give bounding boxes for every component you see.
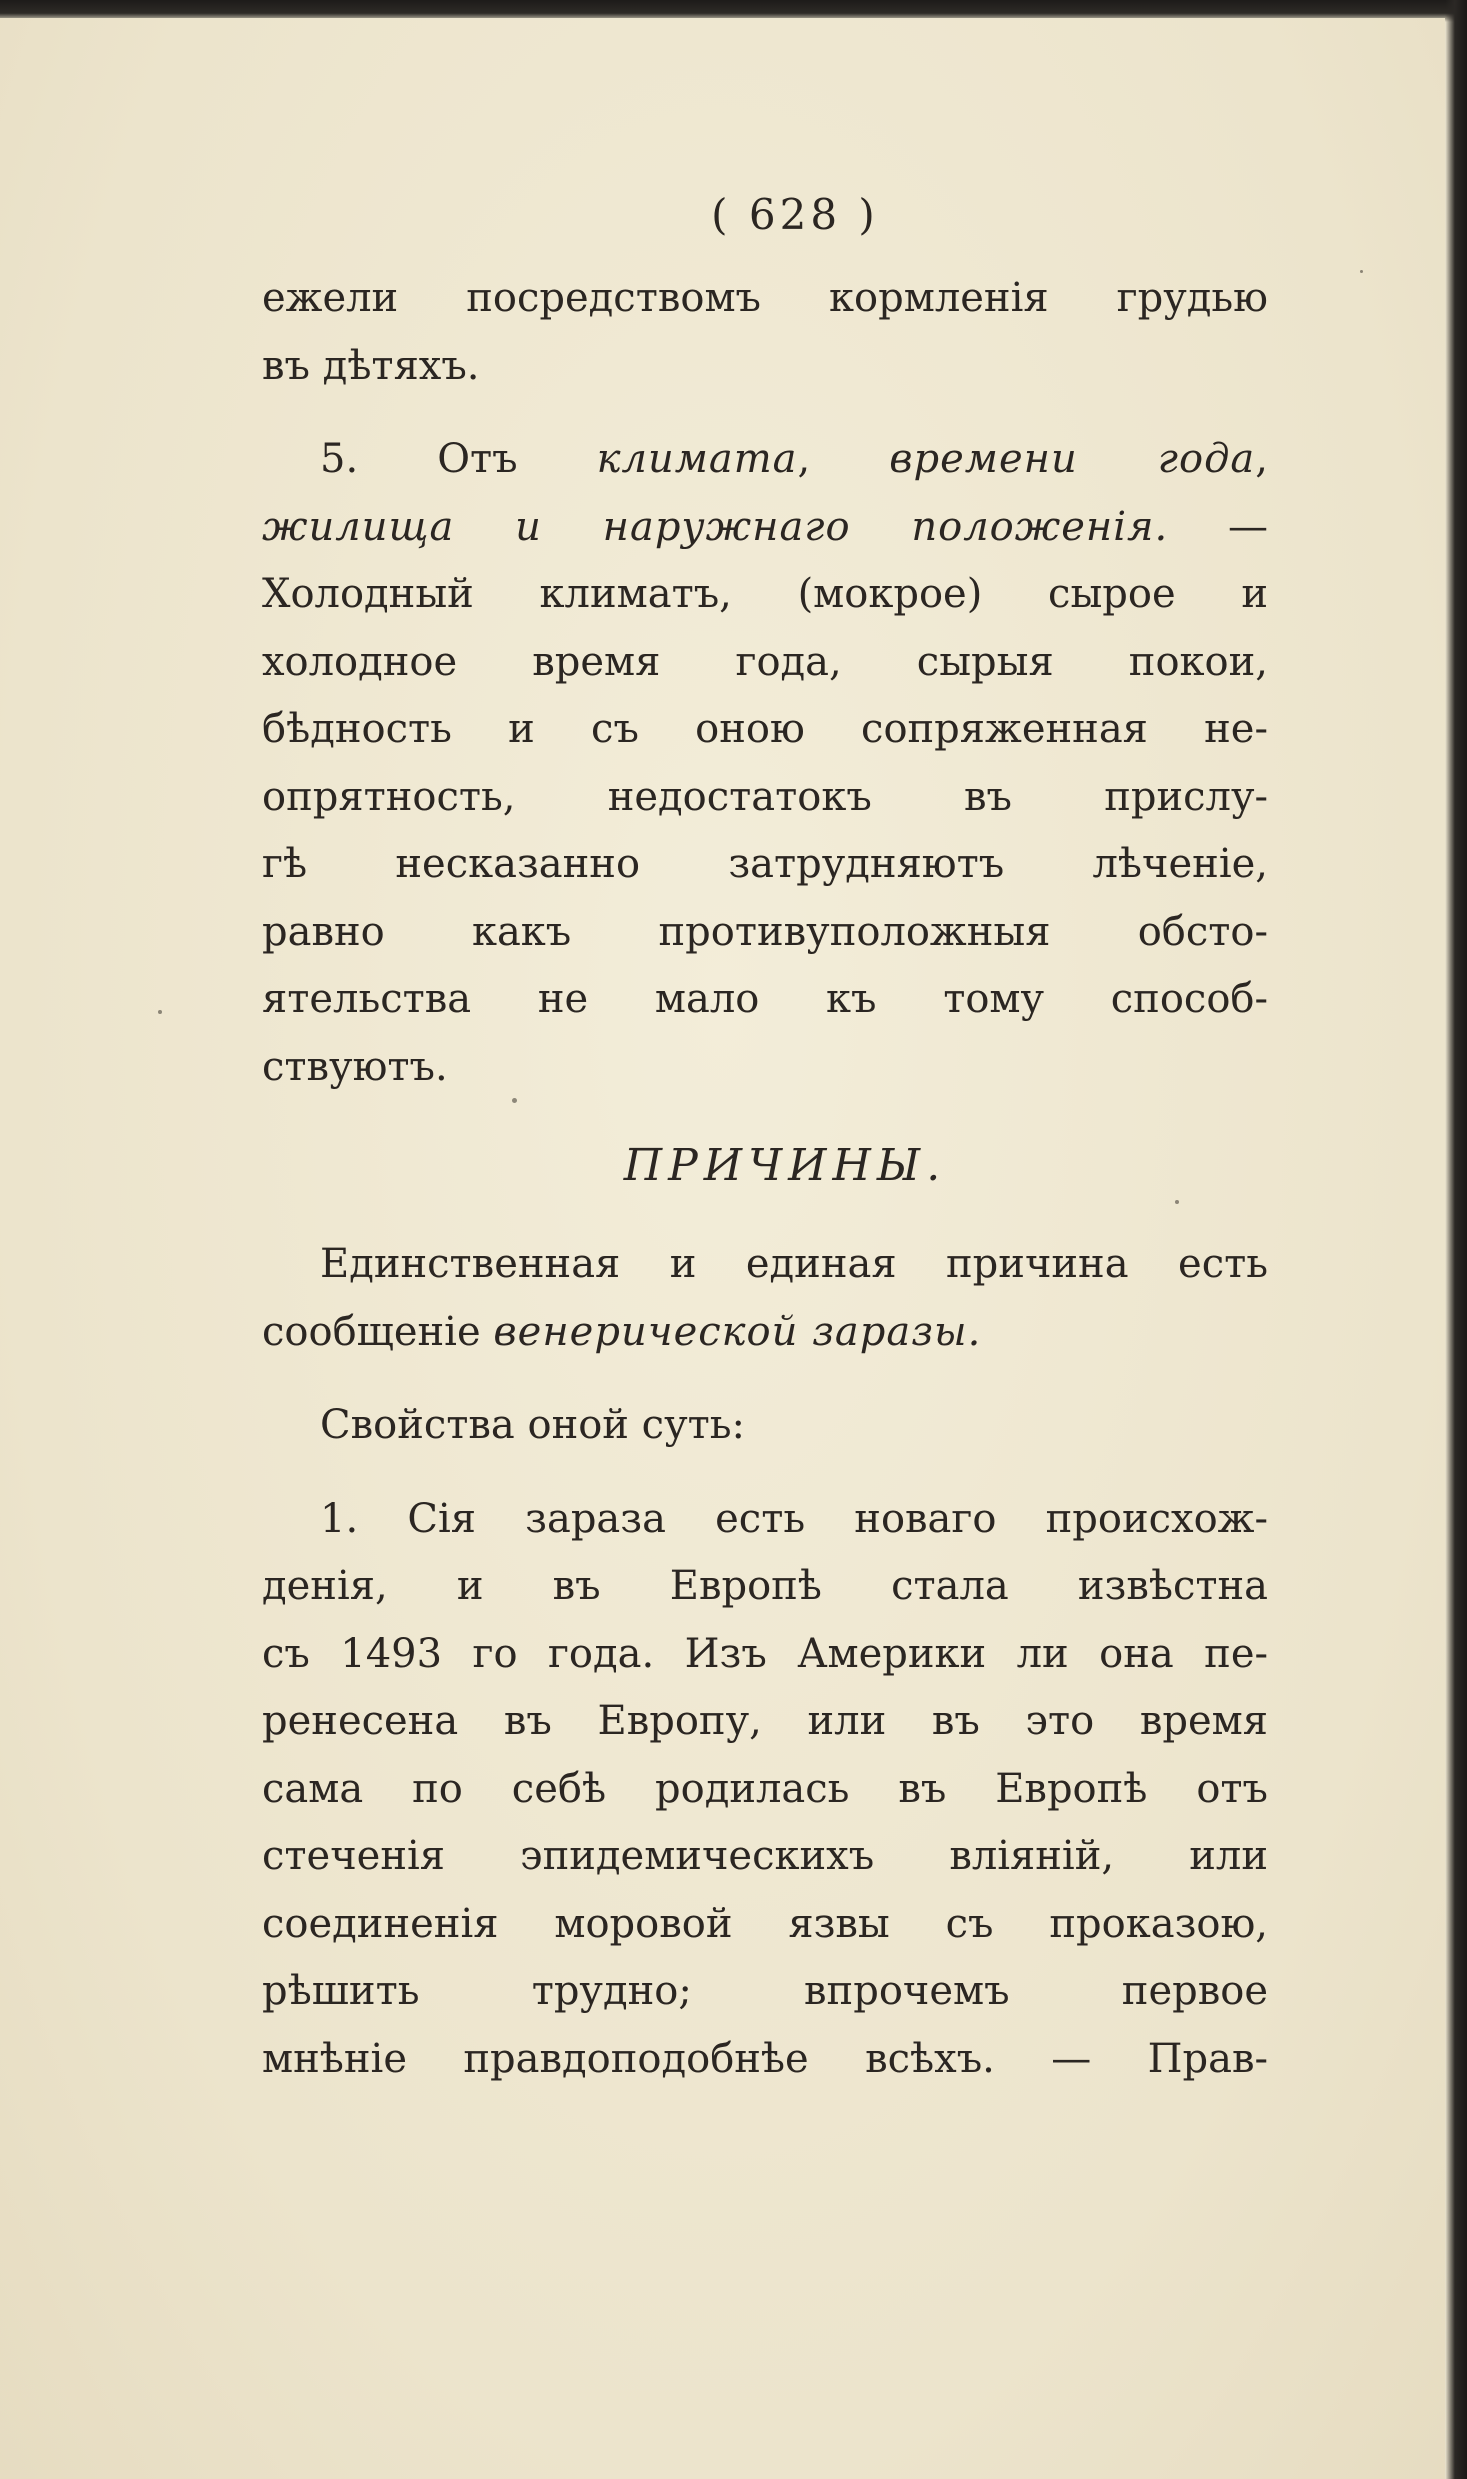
italic-run: венерической заразы.: [493, 1308, 982, 1355]
text-line: [262, 494, 1268, 562]
text-line: мнѣніе правдоподобнѣе всѣхъ. — Прав-: [262, 2035, 1268, 2082]
text-line: Свойства оной суть:: [320, 1402, 745, 1448]
text-line: стеченія эпидемическихъ вліяній, или: [262, 1833, 1268, 1879]
text-line: ствуютъ.: [262, 1043, 448, 1090]
text-line: гѣ несказанно затрудняютъ лѣченіе,: [262, 841, 1268, 887]
italic-run: климата: [596, 436, 798, 482]
italic-run: времени года: [889, 436, 1256, 482]
paragraph-item-1: [262, 1486, 1268, 2094]
paragraph-item-5: [262, 426, 1268, 1101]
text-line: равно какъ противуположныя обсто-: [262, 908, 1268, 955]
text-line: денія, и въ Европѣ стала извѣстна: [262, 1563, 1268, 1609]
text-line: 1. Сія зараза есть новаго происхож-: [320, 1495, 1268, 1542]
text-run: сообщеніе: [262, 1308, 494, 1355]
section-heading: ПРИЧИНЫ.: [623, 1140, 947, 1191]
text-run: ,: [797, 436, 890, 482]
text-line: сама по себѣ родилась въ Европѣ отъ: [262, 1765, 1268, 1812]
book-page: [262, 185, 1268, 2093]
text-run: 5. Отъ: [320, 436, 597, 482]
text-line: ятельства не мало къ тому способ-: [262, 976, 1268, 1022]
text-line: рѣшить трудно; впрочемъ первое: [262, 1968, 1268, 2014]
text-run: ,: [1255, 436, 1268, 482]
text-line: бѣдность и съ оною сопряженная не-: [262, 706, 1268, 752]
text-line: холодное время года, сырыя покои,: [262, 638, 1268, 685]
italic-run: жилища и наружнаго положенія.: [262, 503, 1169, 550]
ink-speck: [158, 1010, 162, 1014]
text-line: съ 1493 го года. Изъ Америки ли она пе-: [262, 1630, 1268, 1677]
paragraph-cause: [262, 1231, 1268, 1366]
text-line: ежели посредствомъ кормленія грудью: [262, 275, 1268, 321]
paragraph-continuation: [262, 265, 1268, 400]
text-line: соединенія моровой язвы съ проказою,: [262, 1900, 1268, 1947]
ink-speck: [1360, 270, 1363, 273]
text-line: опрятность, недостатокъ въ прислу-: [262, 773, 1268, 820]
text-line: [262, 426, 1268, 494]
text-line: ренесена въ Европу, или въ это время: [262, 1698, 1268, 1744]
page-number-header: ( 628 ): [711, 190, 879, 239]
text-line: Холодный климатъ, (мокрое) сырое и: [262, 571, 1268, 617]
paragraph-properties-intro: [262, 1392, 1268, 1460]
text-run: —: [1168, 503, 1268, 550]
text-line: [262, 1299, 1268, 1367]
scan-edge-right: [1445, 0, 1467, 2479]
text-line: Единственная и единая причина есть: [320, 1241, 1268, 1287]
text-line: въ дѣтяхъ.: [262, 342, 480, 389]
